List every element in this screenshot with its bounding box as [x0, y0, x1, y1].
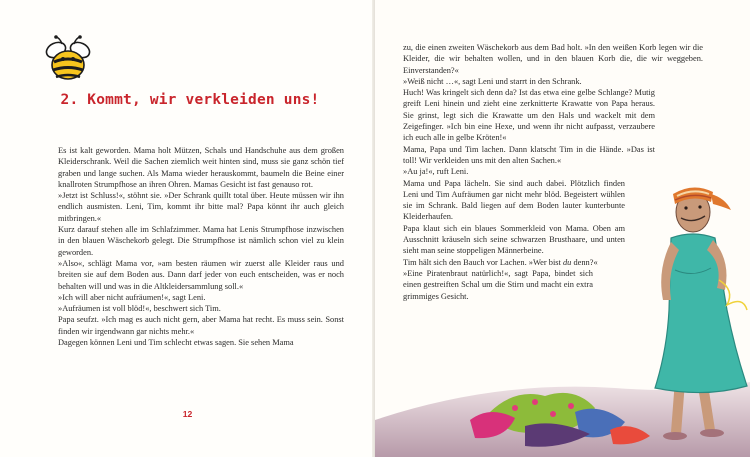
pirate-dress-illustration: [375, 150, 750, 457]
paragraph: »Also«, schlägt Mama vor, »am besten räumen wir zuerst alle Kleider raus und breiten sie auf dem Boden aus. Dann darf jeder von euch entscheiden, was er noch behalten will und was in die Altkleidersammlung soll.«: [58, 258, 344, 291]
paragraph: Huch! Was kringelt sich denn da? Ist das etwa eine gelbe Schlange? Mutig greift Leni hinein und zieht eine zerknitterte Krawatte von Papa heraus. Sie grinst, legt sich die Krawatte um den Hals und wackelt mit dem Zeigefinger. »Ich bin eine Hexe, und wenn ihr nicht aufpasst, verzaubere ich euch alle in gelbe Kröten!«: [403, 88, 655, 143]
left-body-text: [58, 145, 344, 348]
paragraph: Papa klaut sich ein blaues Sommerkleid von Mama. Oben am Ausschnitt kräuseln sich seine schwarzen Brusthaare, und unten sieht man seine stoppeligen Männerbeine.: [403, 223, 625, 256]
page-number: 12: [182, 409, 193, 419]
text-run: Tim hält sich den Bauch vor Lachen. »Wer bist: [403, 257, 561, 267]
paragraph: »Ich will aber nicht aufräumen!«, sagt Leni.: [58, 292, 206, 302]
right-page: [375, 0, 750, 457]
emphasis-text: du: [562, 257, 572, 267]
paragraph: Papa seufzt. »Ich mag es auch nicht gern, aber Mama hat recht. Es muss sein. Sonst finden wir irgendwann gar nichts mehr.«: [58, 315, 344, 336]
paragraph: Mama und Papa lächeln. Sie sind auch dabei. Plötzlich finden Leni und Tim Aufräumen gar nicht mehr blöd. Begeistert wühlen sie im Schrank. Bald liegen auf dem Boden lauter kunterbunte Kleiderhaufen.: [403, 178, 625, 222]
paragraph: »Eine Piratenbraut natürlich!«, sagt Papa, bindet sich einen gestreiften Schal um die Stirn und macht ein extra grimmiges Gesicht.: [403, 268, 593, 301]
paragraph: Dagegen können Leni und Tim schlecht etwas sagen. Sie sehen Mama: [58, 338, 294, 348]
text-run: denn?«: [573, 257, 598, 267]
bee-icon: [42, 32, 94, 84]
paragraph: zu, die einen zweiten Wäschekorb aus dem Bad holt. »In den weißen Korb legen wir die Kleider, die wir behalten wollen, und in den blauen Korb die, die wir weggeben. Einverstanden?«: [403, 43, 703, 75]
paragraph: Es ist kalt geworden. Mama holt Mützen, Schals und Handschuhe aus dem großen Kleiderschrank. Weil die Sachen ziemlich weit hinten sind, muss sie ganz schön tief graben und lange suchen. Als Mama wieder herauskommt, baumeln die Beine einer knallroten Strumpfhose an ihren Ohren. Mamas Gesicht ist fast genauso rot.: [58, 146, 344, 189]
paragraph: »Aufräumen ist voll blöd!«, beschwert sich Tim.: [58, 304, 221, 314]
paragraph: »Jetzt ist Schluss!«, stöhnt sie. »Der Schrank quillt total über. Heute müssen wir ihn endlich ausmisten. Leni, Tim, kommt ihr bitte mal? Papa könnt ihr auch gleich mitbringen.«: [58, 191, 344, 223]
chapter-title: 2. Kommt, wir verkleiden uns!: [60, 92, 320, 108]
paragraph: Mama, Papa und Tim lachen. Dann klatscht Tim in die Hände. »Das ist toll! Wir verkleiden uns mit den alten Sachen.«: [403, 144, 655, 165]
paragraph: »Weiß nicht …«, sagt Leni und starrt in den Schrank.: [403, 76, 582, 86]
paragraph: »Au ja!«, ruft Leni.: [403, 167, 469, 177]
paragraph: Kurz darauf stehen alle im Schlafzimmer. Mama hat Lenis Strumpfhose inzwischen in den blauen Wäschekorb gelegt. Die Strumpfhose ist nämlich schon viel zu klein geworden.: [58, 225, 344, 257]
